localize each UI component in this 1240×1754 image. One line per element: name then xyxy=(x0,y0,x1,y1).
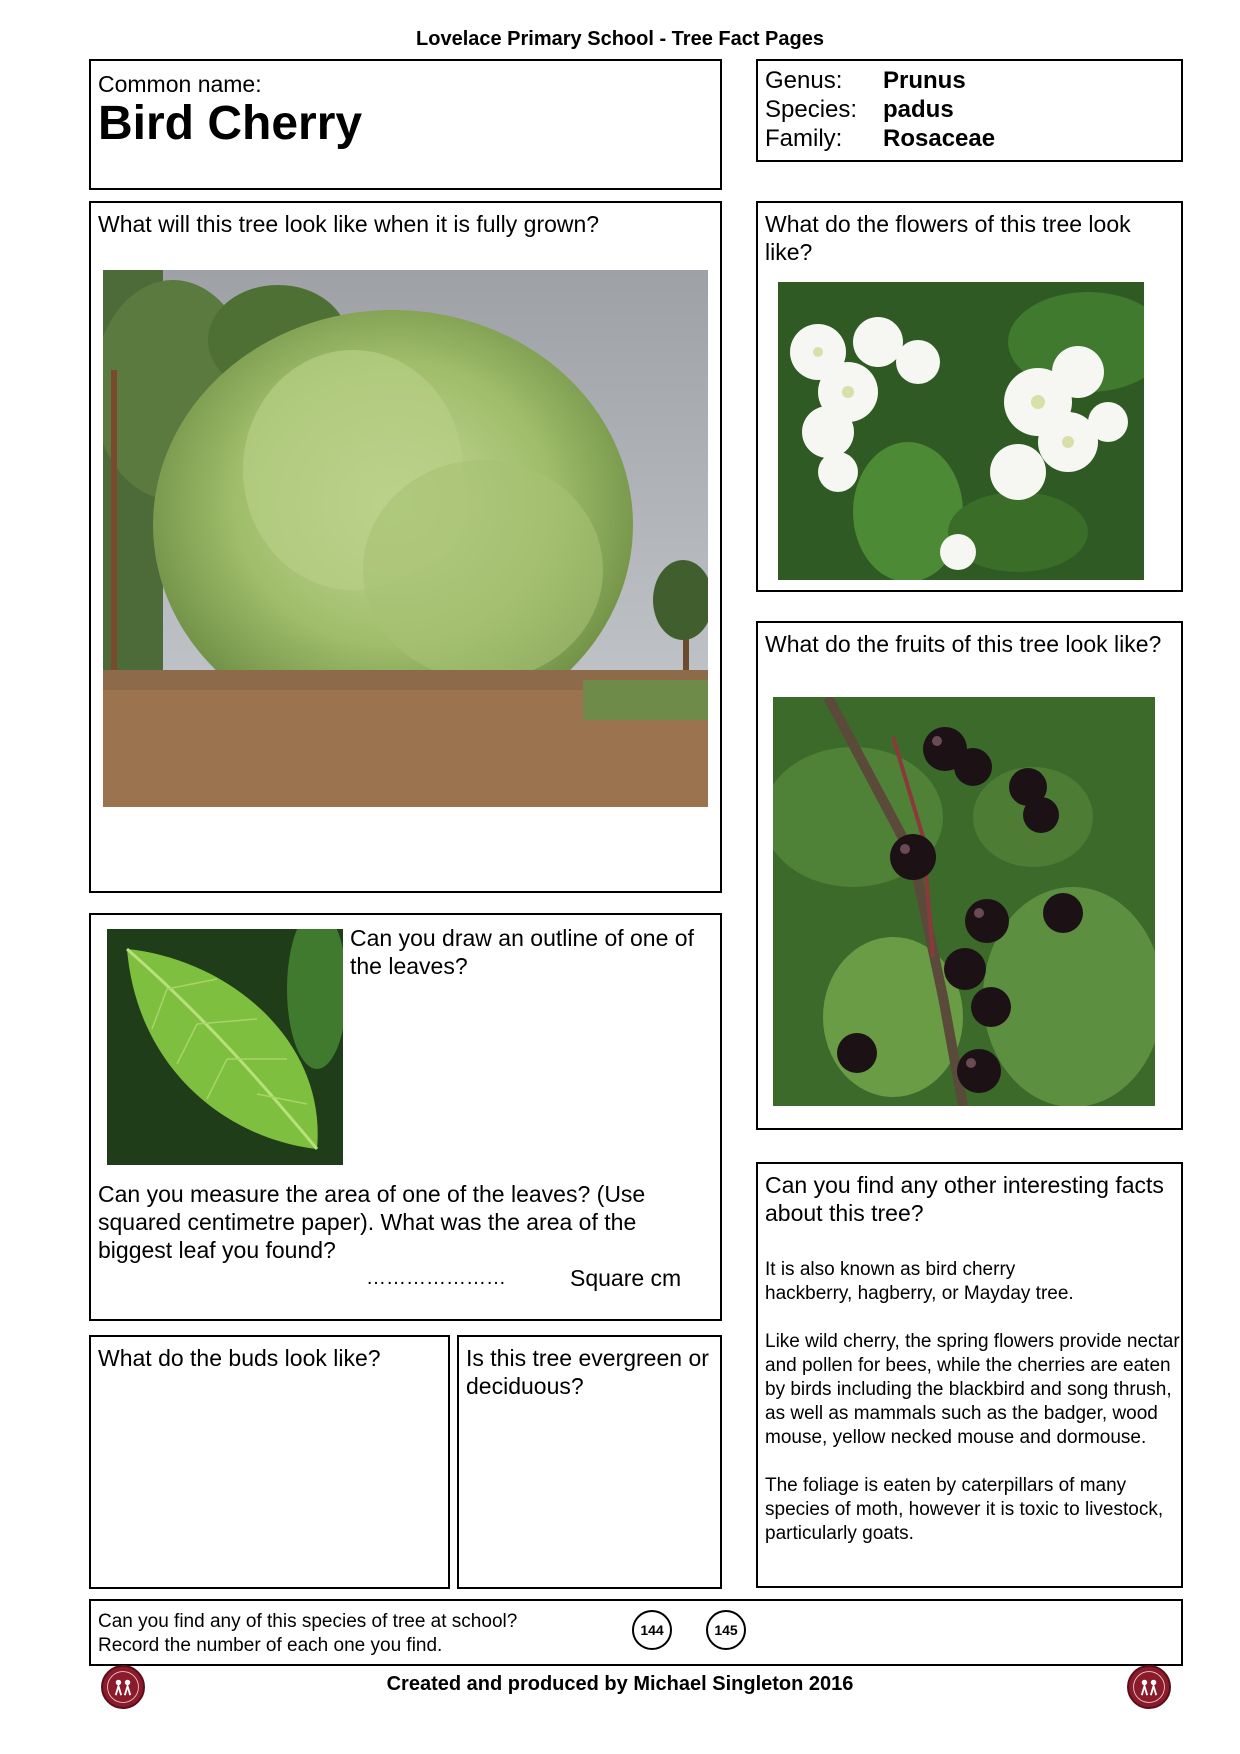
facts-box xyxy=(756,1162,1183,1588)
draw-leaf-question: Can you draw an outline of one of the leaves? xyxy=(350,925,694,979)
facts-paragraph-1: It is also known as bird cherry hackberry, hagberry, or Mayday tree. xyxy=(765,1259,1074,1304)
taxonomy-box xyxy=(756,59,1183,162)
facts-question: Can you find any other interesting facts about this tree? xyxy=(765,1172,1164,1226)
measure-leaf-question: Can you measure the area of one of the leaves? (Use squared centimetre paper). What was the area of the biggest leaf you found? xyxy=(98,1181,646,1263)
genus-label: Genus: xyxy=(765,67,843,94)
species-value: padus xyxy=(883,96,954,123)
tree-photo xyxy=(103,270,708,807)
fruits-question: What do the fruits of this tree look like? xyxy=(765,631,1162,657)
common-name-label: Common name: xyxy=(98,71,262,97)
facts-paragraph-2: Like wild cherry, the spring flowers provide nectar and pollen for bees, while the cherries are eaten by birds including the blackbird and song thrush, as well as mammals such as the badger, wood mouse, yellow necked mouse and dormouse. xyxy=(765,1331,1180,1448)
genus-row xyxy=(765,66,1181,95)
count-tag-145: 145 xyxy=(706,1610,746,1650)
school-logo-right xyxy=(1127,1665,1171,1709)
school-count-box xyxy=(89,1599,1183,1666)
buds-box xyxy=(89,1335,450,1589)
flowers-box xyxy=(756,201,1183,592)
fruits-photo xyxy=(773,697,1155,1106)
genus-value: Prunus xyxy=(883,67,966,94)
square-cm-unit: Square cm xyxy=(570,1265,682,1291)
fully-grown-box xyxy=(89,201,722,893)
evergreen-question: Is this tree evergreen or deciduous? xyxy=(466,1345,709,1399)
species-label: Species: xyxy=(765,96,858,123)
school-question-line2: Record the number of each one you find. xyxy=(98,1635,443,1656)
facts-paragraph-3: The foliage is eaten by caterpillars of many species of moth, however it is toxic to livestock, particularly goats. xyxy=(765,1475,1164,1544)
buds-question: What do the buds look like? xyxy=(98,1345,381,1371)
school-question-line1: Can you find any of this species of tree at school? xyxy=(98,1611,518,1632)
page-header: Lovelace Primary School - Tree Fact Pages xyxy=(416,28,824,50)
flowers-question: What do the flowers of this tree look like? xyxy=(765,211,1131,265)
footer-credit: Created and produced by Michael Singleton 2016 xyxy=(386,1673,854,1695)
leaves-box xyxy=(89,913,722,1321)
fully-grown-question: What will this tree look like when it is fully grown? xyxy=(98,211,600,237)
fruits-box xyxy=(756,621,1183,1130)
family-label: Family: xyxy=(765,125,843,152)
family-row xyxy=(765,124,1181,153)
count-tag-144: 144 xyxy=(632,1610,672,1650)
species-row xyxy=(765,95,1181,124)
flowers-photo xyxy=(778,282,1144,580)
leaf-photo xyxy=(107,929,343,1165)
common-name-box xyxy=(89,59,722,190)
family-value: Rosaceae xyxy=(883,125,996,152)
evergreen-box xyxy=(457,1335,722,1589)
common-name-title: Bird Cherry xyxy=(98,97,363,150)
answer-dots[interactable]: ………………… xyxy=(366,1267,506,1289)
